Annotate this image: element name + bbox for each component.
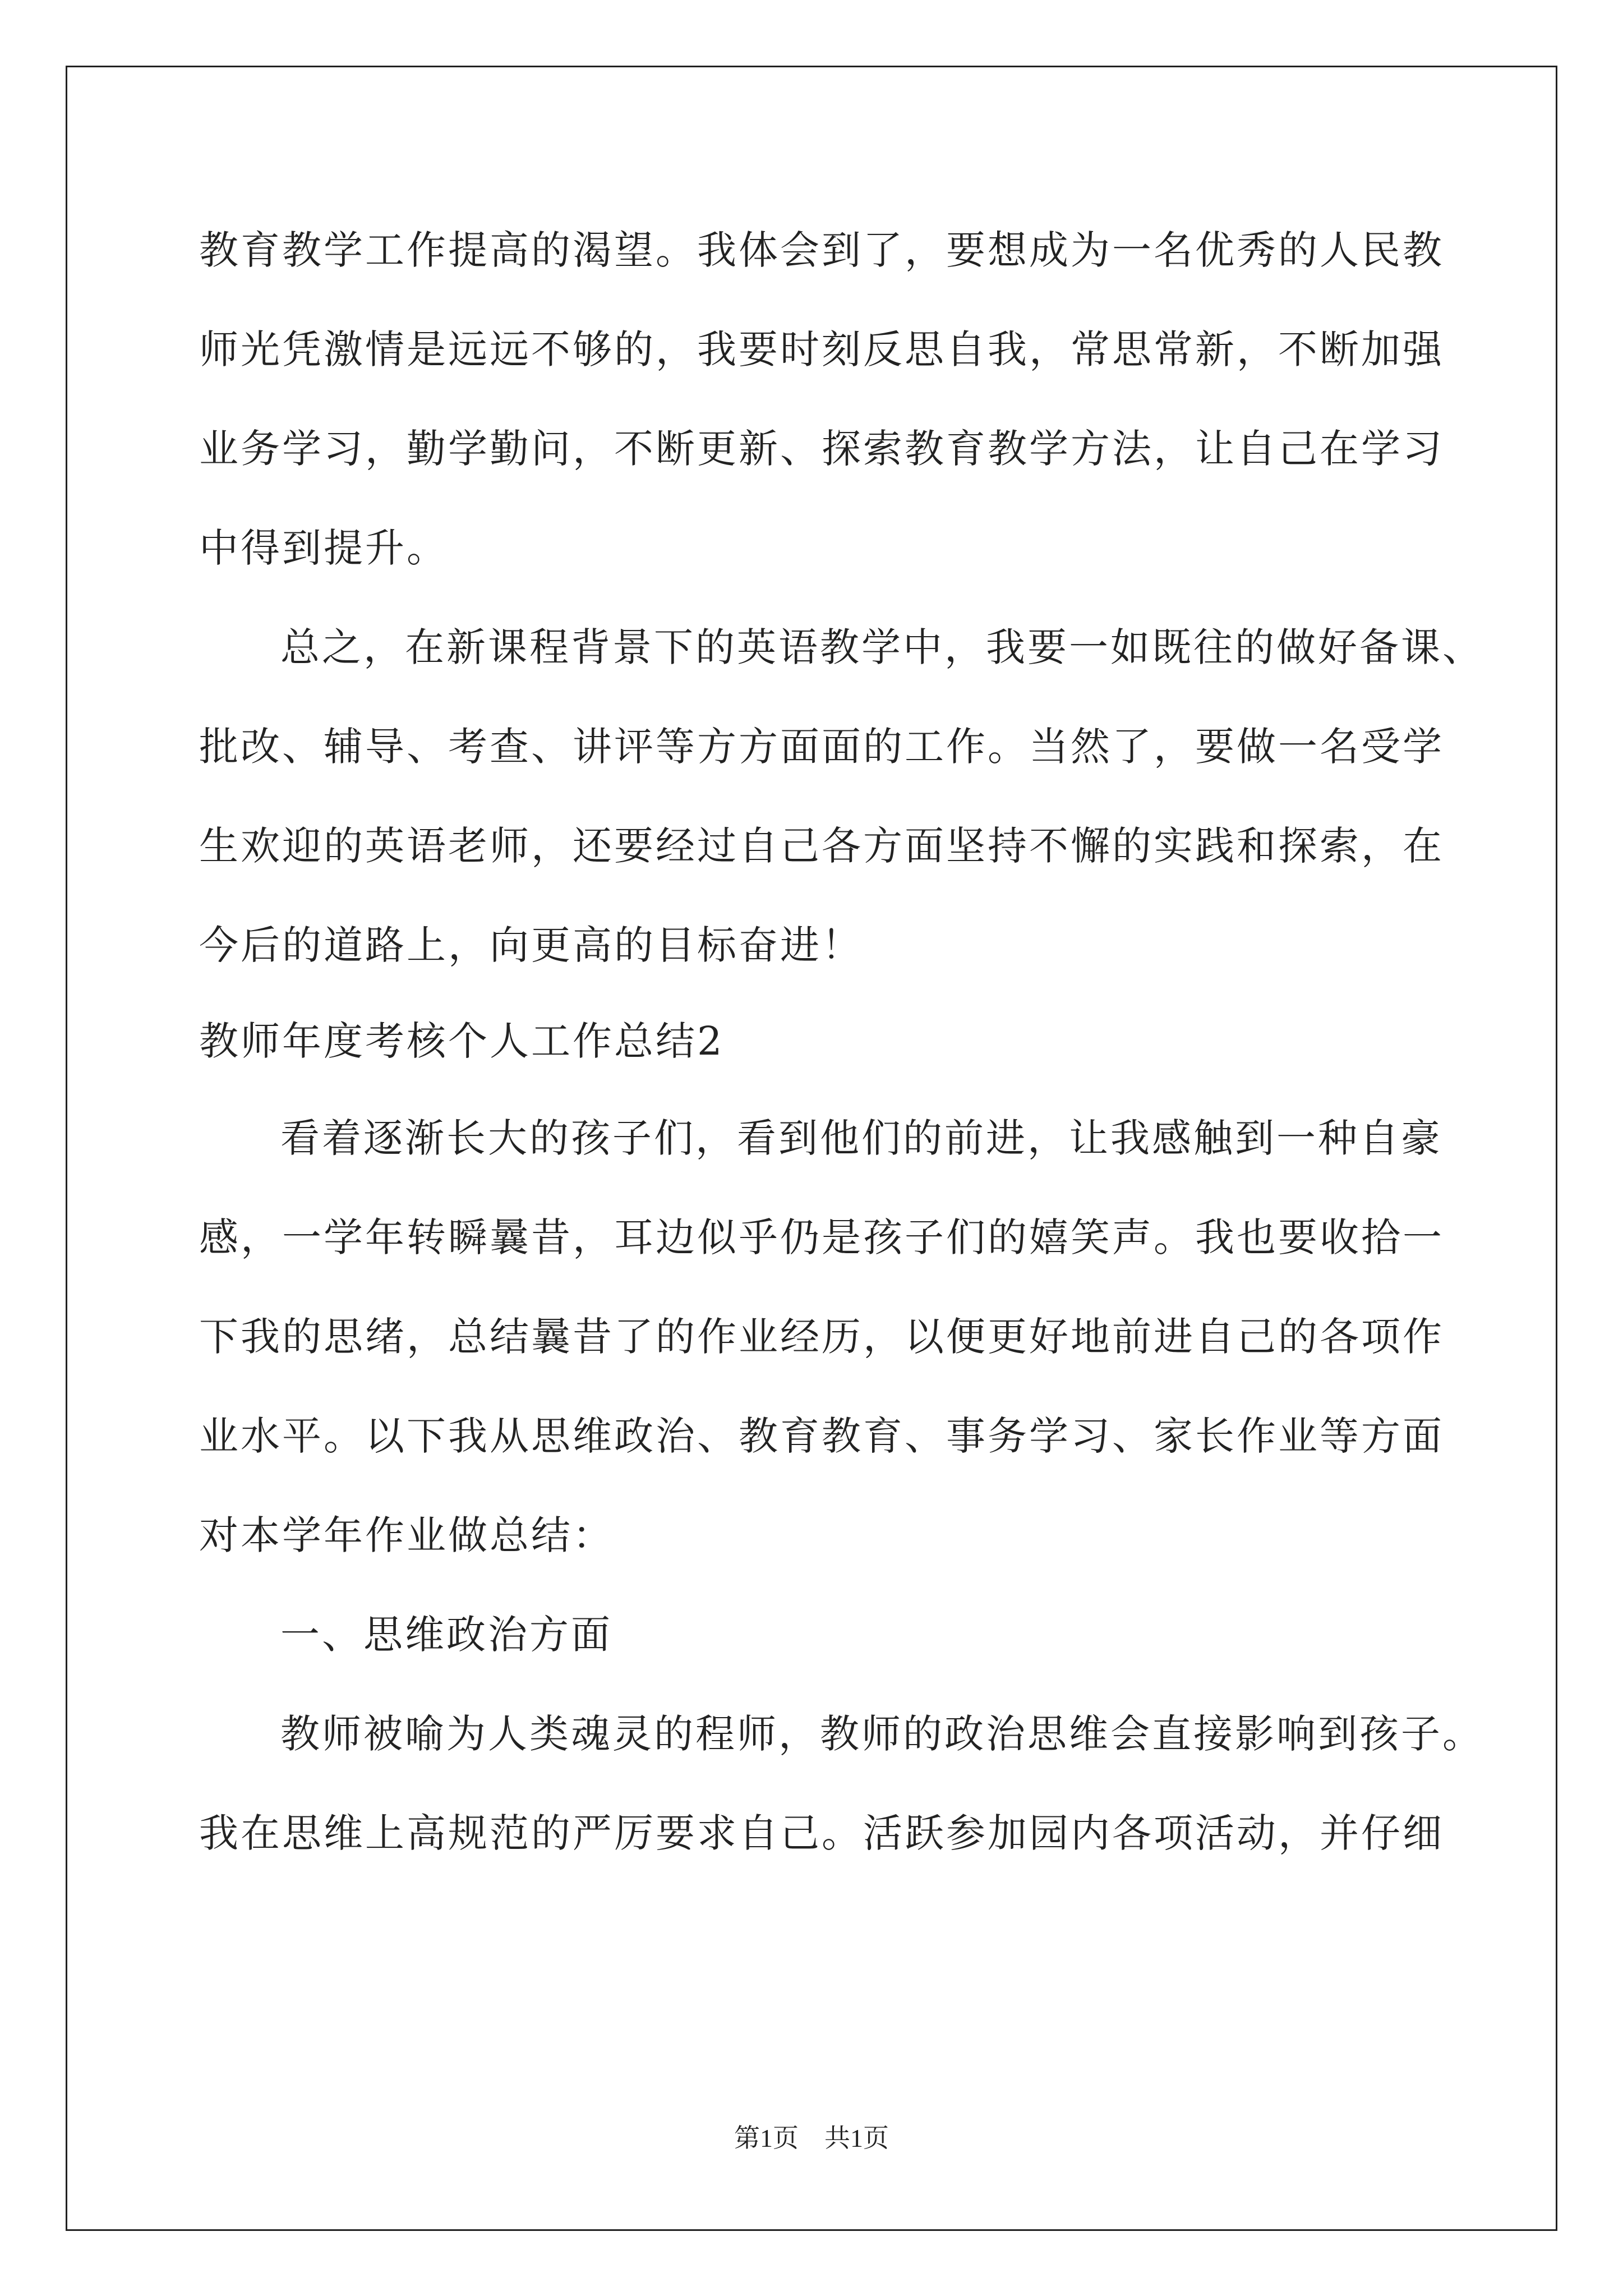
section-heading: 教师年度考核个人工作总结2 [199,1018,725,1064]
paragraph-start-line: 教师被喻为人类魂灵的程师，教师的政治思维会直接影响到孩子。 [280,1711,1484,1757]
text-line: 感，一学年转瞬曩昔，耳边似乎仍是孩子们的嬉笑声。我也要收拾一 [199,1214,1444,1260]
paragraph-start-line: 看着逐渐长大的孩子们，看到他们的前进，让我感触到一种自豪 [280,1115,1442,1161]
subsection-heading: 一、思维政治方面 [280,1612,612,1658]
text-line: 师光凭激情是远远不够的，我要时刻反思自我，常思常新，不断加强 [199,326,1444,372]
text-line: 生欢迎的英语老师，还要经过自己各方面坚持不懈的实践和探索，在 [199,823,1444,869]
text-line: 对本学年作业做总结： [199,1512,614,1558]
paragraph-start-line: 总之，在新课程背景下的英语教学中，我要一如既往的做好备课、 [280,624,1484,670]
text-line: 教育教学工作提高的渴望。我体会到了，要想成为一名优秀的人民教 [199,227,1444,273]
page-footer: 第1页 共1页 [734,2124,889,2152]
text-line: 下我的思绪，总结曩昔了的作业经历，以便更好地前进自己的各项作 [199,1314,1444,1360]
text-line: 我在思维上高规范的严厉要求自己。活跃参加园内各项活动，并仔细 [199,1810,1444,1856]
text-line: 中得到提升。 [199,525,448,571]
text-line: 业水平。以下我从思维政治、教育教育、事务学习、家长作业等方面 [199,1413,1444,1459]
text-line: 业务学习，勤学勤问，不断更新、探索教育教学方法，让自己在学习 [199,426,1444,472]
text-line: 今后的道路上，向更高的目标奋进！ [199,922,863,968]
text-line: 批改、辅导、考查、讲评等方方面面的工作。当然了，要做一名受学 [199,724,1444,770]
